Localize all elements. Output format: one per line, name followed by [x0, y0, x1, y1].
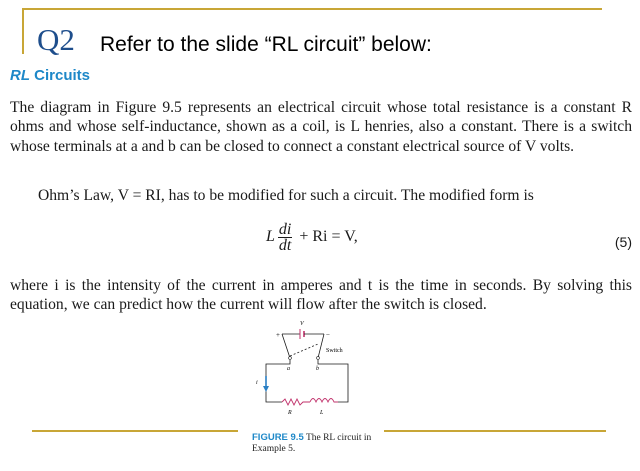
label-r: R	[288, 410, 292, 416]
inductor-coil	[310, 399, 338, 403]
label-l: L	[320, 410, 324, 416]
equation-rest: + Ri = V,	[295, 228, 358, 246]
equation	[266, 222, 358, 253]
label-b: b	[316, 366, 319, 372]
equation-denominator: dt	[278, 237, 292, 254]
frame-left-rule	[22, 8, 24, 54]
current-arrow-head	[263, 386, 269, 392]
label-plus: +	[276, 331, 280, 339]
section-title-italic: RL	[10, 67, 30, 84]
question-text: Refer to the slide “RL circuit” below:	[100, 33, 432, 56]
resistor	[282, 399, 310, 405]
question-number: Q2	[37, 22, 75, 57]
rl-circuit-diagram	[252, 318, 372, 422]
equation-fraction	[278, 222, 292, 253]
label-switch: Switch	[326, 348, 343, 354]
equation-numerator: di	[278, 221, 292, 238]
figure-caption	[252, 432, 392, 455]
switch-link	[290, 344, 318, 356]
equation-number: (5)	[614, 234, 632, 250]
equation-l: L	[266, 228, 275, 246]
label-a: a	[287, 366, 290, 372]
switch-arm-right	[318, 334, 324, 358]
label-v: V	[300, 321, 304, 327]
frame-top-rule	[22, 8, 602, 10]
figure-caption-label: FIGURE 9.5	[252, 432, 304, 443]
paragraph-2: Ohm’s Law, V = RI, has to be modified for such a circuit. The modified form is	[38, 187, 534, 204]
switch-arm-left	[282, 334, 290, 358]
bottom-rule-right	[384, 430, 606, 432]
bottom-rule-left	[32, 430, 238, 432]
section-title	[10, 67, 90, 84]
terminal-a	[289, 357, 292, 360]
wire-right-loop	[318, 360, 348, 402]
terminal-b	[317, 357, 320, 360]
paragraph-3: where i is the intensity of the current in amperes and t is the time in seconds. By solving this equation, we can predict how the current will flow after the switch is closed.	[10, 277, 632, 314]
figure-caption-text: The RL circuit in Example 5.	[252, 433, 372, 454]
label-minus: −	[326, 331, 330, 339]
section-title-rest: Circuits	[30, 67, 91, 84]
label-i: i	[256, 380, 258, 386]
paragraph-1: The diagram in Figure 9.5 represents an electrical circuit whose total resistance is a constant R ohms and whose self-inductance, shown as a coil, is L henries, also a constant. There is a switch whose terminals at a and b can be closed to connect a constant electrical source of V volts.	[10, 99, 632, 155]
